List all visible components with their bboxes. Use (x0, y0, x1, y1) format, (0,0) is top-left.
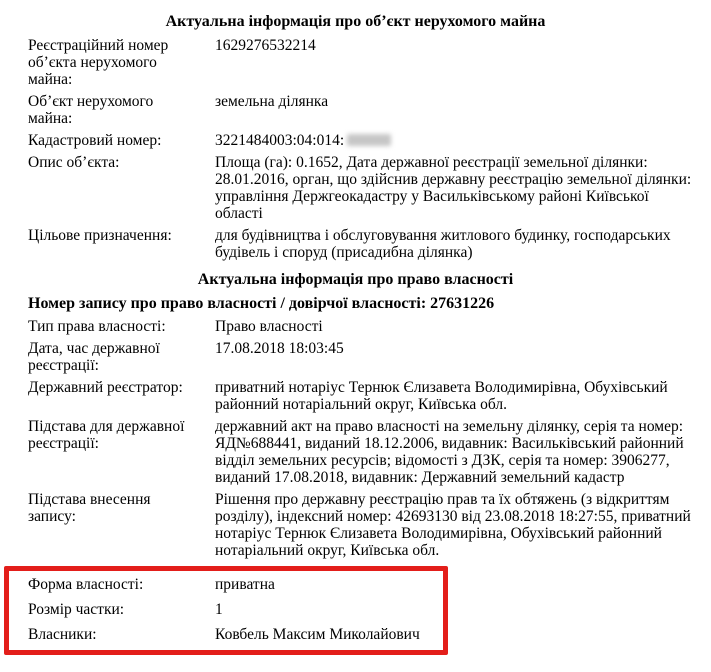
field-label: Власники: (28, 626, 97, 643)
field-row-ownership-form (28, 576, 437, 593)
field-label: Тип права власності: (28, 318, 166, 335)
field-row-registration-grounds (28, 418, 695, 486)
field-label: Розмір частки: (28, 601, 125, 618)
ownership-highlight-box (4, 566, 448, 655)
field-row-registration-datetime (28, 340, 695, 374)
field-value: 17.08.2018 18:03:45 (215, 340, 344, 357)
field-row-owners (28, 626, 437, 643)
ownership-record-number-line: Номер запису про право власності / довірчої власності: 27631226 (28, 295, 495, 312)
section-title-object-info: Актуальна інформація про об’єкт нерухомого майна (165, 13, 546, 30)
field-value: приватна (215, 576, 275, 593)
field-row-designated-purpose (28, 227, 695, 261)
field-row-ownership-type (28, 318, 695, 335)
field-value: приватний нотаріус Тернюк Єлизавета Володимирівна, Обухівський районний нотаріальний округ, Київська обл. (215, 379, 668, 413)
field-value: земельна ділянка (215, 93, 329, 110)
field-label: Кадастровий номер: (28, 132, 162, 149)
field-value: Рішення про державну реєстрацію прав та їх обтяжень (з відкриттям розділу), індексний номер: 42693130 від 23.08.2018 18:27:55, приватний нотаріус Тернюк Єлизавета Володимирівна, Обухівський районний нотаріальний округ, Київська обл. (215, 491, 691, 559)
field-value: Площа (га): 0.1652, Дата державної реєстрації земельної ділянки: 28.01.2016, орган, що здійснив державну реєстрацію земельної ділянки: управління Держгеокадастру у Васильківському районі Київської області (215, 154, 692, 222)
field-value: 1629276532214 (215, 37, 316, 54)
field-row-state-registrar (28, 379, 695, 413)
field-label: Цільове призначення: (28, 227, 172, 244)
field-label: Форма власності: (28, 576, 144, 593)
field-label: Підстава внесення запису: (28, 491, 151, 525)
field-row-record-entry-grounds (28, 491, 695, 559)
field-row-object-description (28, 154, 695, 222)
field-row-share-size (28, 601, 437, 618)
field-value: 1 (215, 601, 223, 618)
cadastral-number-text: 3221484003:04:014: (215, 132, 345, 149)
field-label: Підстава для державної реєстрації: (28, 418, 185, 452)
redacted-blur-patch (347, 134, 391, 146)
field-value: для будівництва і обслуговування житлового будинку, господарських будівель і споруд (присадибна ділянка) (215, 227, 671, 261)
field-label: Дата, час державної реєстрації: (28, 340, 160, 374)
field-label: Державний реєстратор: (28, 379, 183, 396)
field-label: Опис об’єкта: (28, 154, 120, 171)
field-label: Реєстраційний номер об’єкта нерухомого майна: (28, 37, 169, 88)
field-value (215, 132, 695, 149)
field-value: Право власності (215, 318, 323, 335)
field-row-registration-number (28, 37, 695, 88)
field-value: Ковбель Максим Миколайович (215, 626, 420, 643)
field-row-cadastral-number (28, 132, 695, 149)
field-label: Об’єкт нерухомого майна: (28, 93, 154, 127)
field-value: державний акт на право власності на земельну ділянку, серія та номер: ЯД№688441, виданий 18.12.2006, видавник: Васильківський районний відділ земельних ресурсів; відомості з ДЗК, серія та номер: 3906277, виданий 17.08.2018, видавник: Державний земельний кадастр (215, 418, 684, 486)
field-row-object-type (28, 93, 695, 127)
section-title-ownership-info: Актуальна інформація про право власності (197, 271, 514, 288)
